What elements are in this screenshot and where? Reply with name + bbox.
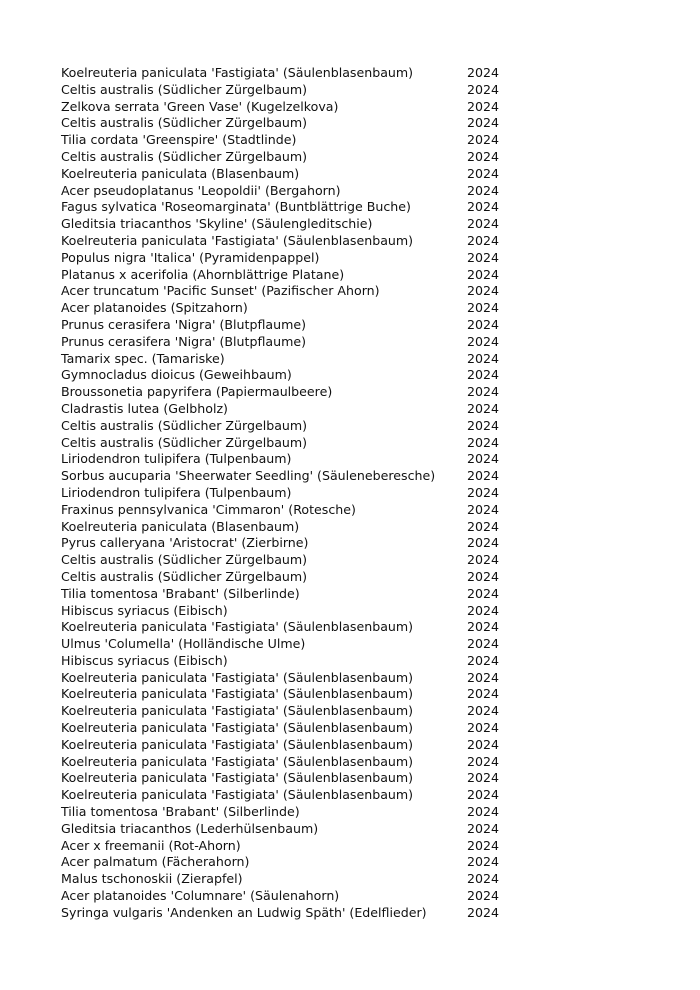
tree-name: Koelreuteria paniculata 'Fastigiata' (Säulenblasenbaum) bbox=[61, 720, 414, 736]
table-row bbox=[61, 384, 511, 401]
planting-year: 2024 bbox=[467, 770, 500, 786]
tree-name: Liriodendron tulipifera (Tulpenbaum) bbox=[61, 484, 292, 500]
tree-name: Acer platanoides 'Columnare' (Säulenahorn) bbox=[61, 888, 340, 904]
planting-year: 2024 bbox=[467, 316, 500, 332]
tree-name: Broussonetia papyrifera (Papiermaulbeere) bbox=[61, 384, 333, 400]
planting-year: 2024 bbox=[467, 602, 500, 618]
tree-name: Acer truncatum 'Pacific Sunset' (Pazifischer Ahorn) bbox=[61, 283, 380, 299]
planting-year: 2024 bbox=[467, 703, 500, 719]
planting-year: 2024 bbox=[467, 300, 500, 316]
table-row bbox=[61, 250, 511, 267]
table-row bbox=[61, 586, 511, 603]
tree-name: Malus tschonoskii (Zierapfel) bbox=[61, 871, 243, 887]
table-row bbox=[61, 334, 511, 351]
tree-name: Populus nigra 'Italica' (Pyramidenpappel) bbox=[61, 249, 320, 265]
planting-year: 2024 bbox=[467, 468, 500, 484]
tree-name: Syringa vulgaris 'Andenken an Ludwig Späth' (Edelflieder) bbox=[61, 904, 427, 920]
table-row bbox=[61, 770, 511, 787]
tree-name: Koelreuteria paniculata (Blasenbaum) bbox=[61, 518, 300, 534]
table-row bbox=[61, 838, 511, 855]
table-row bbox=[61, 754, 511, 771]
planting-year: 2024 bbox=[467, 619, 500, 635]
tree-name: Sorbus aucuparia 'Sheerwater Seedling' (Säuleneberesche) bbox=[61, 468, 436, 484]
planting-year: 2024 bbox=[467, 165, 500, 181]
planting-year: 2024 bbox=[467, 350, 500, 366]
planting-year: 2024 bbox=[467, 451, 500, 467]
planting-year: 2024 bbox=[467, 686, 500, 702]
tree-name: Zelkova serrata 'Green Vase' (Kugelzelkova) bbox=[61, 98, 339, 114]
table-row bbox=[61, 233, 511, 250]
table-row bbox=[61, 367, 511, 384]
tree-name: Koelreuteria paniculata (Blasenbaum) bbox=[61, 165, 300, 181]
planting-year: 2024 bbox=[467, 333, 500, 349]
tree-name: Acer x freemanii (Rot-Ahorn) bbox=[61, 837, 241, 853]
planting-year: 2024 bbox=[467, 501, 500, 517]
table-row bbox=[61, 703, 511, 720]
table-row bbox=[61, 216, 511, 233]
tree-name: Koelreuteria paniculata 'Fastigiata' (Säulenblasenbaum) bbox=[61, 232, 414, 248]
planting-year: 2024 bbox=[467, 367, 500, 383]
tree-name: Koelreuteria paniculata 'Fastigiata' (Säulenblasenbaum) bbox=[61, 619, 414, 635]
planting-year: 2024 bbox=[467, 249, 500, 265]
planting-year: 2024 bbox=[467, 585, 500, 601]
tree-name: Fagus sylvatica 'Roseomarginata' (Buntblättrige Buche) bbox=[61, 199, 411, 215]
planting-year: 2024 bbox=[467, 283, 500, 299]
table-row bbox=[61, 65, 511, 82]
tree-name: Hibiscus syriacus (Eibisch) bbox=[61, 652, 228, 668]
table-row bbox=[61, 552, 511, 569]
tree-name: Acer platanoides (Spitzahorn) bbox=[61, 300, 248, 316]
tree-name: Koelreuteria paniculata 'Fastigiata' (Säulenblasenbaum) bbox=[61, 770, 414, 786]
planting-year: 2024 bbox=[467, 199, 500, 215]
tree-name: Celtis australis (Südlicher Zürgelbaum) bbox=[61, 434, 308, 450]
planting-year: 2024 bbox=[467, 216, 500, 232]
tree-name: Celtis australis (Südlicher Zürgelbaum) bbox=[61, 81, 308, 97]
tree-name: Platanus x acerifolia (Ahornblättrige Platane) bbox=[61, 266, 345, 282]
planting-year: 2024 bbox=[467, 837, 500, 853]
tree-name: Celtis australis (Südlicher Zürgelbaum) bbox=[61, 417, 308, 433]
table-row bbox=[61, 854, 511, 871]
tree-name: Liriodendron tulipifera (Tulpenbaum) bbox=[61, 451, 292, 467]
planting-year: 2024 bbox=[467, 132, 500, 148]
tree-name: Koelreuteria paniculata 'Fastigiata' (Säulenblasenbaum) bbox=[61, 65, 414, 80]
planting-year: 2024 bbox=[467, 736, 500, 752]
tree-name: Tamarix spec. (Tamariske) bbox=[61, 350, 225, 366]
tree-name: Celtis australis (Südlicher Zürgelbaum) bbox=[61, 568, 308, 584]
table-row bbox=[61, 804, 511, 821]
table-row bbox=[61, 502, 511, 519]
planting-year: 2024 bbox=[467, 820, 500, 836]
tree-name: Tilia tomentosa 'Brabant' (Silberlinde) bbox=[61, 804, 300, 820]
tree-name: Celtis australis (Südlicher Zürgelbaum) bbox=[61, 115, 308, 131]
tree-name: Koelreuteria paniculata 'Fastigiata' (Säulenblasenbaum) bbox=[61, 686, 414, 702]
planting-year: 2024 bbox=[467, 552, 500, 568]
table-row bbox=[61, 619, 511, 636]
tree-name: Prunus cerasifera 'Nigra' (Blutpflaume) bbox=[61, 316, 307, 332]
tree-planting-list bbox=[61, 65, 511, 922]
planting-year: 2024 bbox=[467, 568, 500, 584]
tree-name: Koelreuteria paniculata 'Fastigiata' (Säulenblasenbaum) bbox=[61, 787, 414, 803]
table-row bbox=[61, 435, 511, 452]
planting-year: 2024 bbox=[467, 81, 500, 97]
planting-year: 2024 bbox=[467, 888, 500, 904]
table-row bbox=[61, 468, 511, 485]
table-row bbox=[61, 132, 511, 149]
planting-year: 2024 bbox=[467, 636, 500, 652]
planting-year: 2024 bbox=[467, 871, 500, 887]
planting-year: 2024 bbox=[467, 669, 500, 685]
table-row bbox=[61, 720, 511, 737]
planting-year: 2024 bbox=[467, 115, 500, 131]
planting-year: 2024 bbox=[467, 148, 500, 164]
table-row bbox=[61, 418, 511, 435]
table-row bbox=[61, 519, 511, 536]
table-row bbox=[61, 451, 511, 468]
table-row bbox=[61, 300, 511, 317]
tree-name: Koelreuteria paniculata 'Fastigiata' (Säulenblasenbaum) bbox=[61, 736, 414, 752]
planting-year: 2024 bbox=[467, 804, 500, 820]
planting-year: 2024 bbox=[467, 400, 500, 416]
tree-name: Celtis australis (Südlicher Zürgelbaum) bbox=[61, 552, 308, 568]
planting-year: 2024 bbox=[467, 904, 500, 920]
tree-name: Acer palmatum (Fächerahorn) bbox=[61, 854, 250, 870]
table-row bbox=[61, 787, 511, 804]
table-row bbox=[61, 183, 511, 200]
planting-year: 2024 bbox=[467, 854, 500, 870]
table-row bbox=[61, 199, 511, 216]
tree-name: Gymnocladus dioicus (Geweihbaum) bbox=[61, 367, 292, 383]
planting-year: 2024 bbox=[467, 652, 500, 668]
planting-year: 2024 bbox=[467, 787, 500, 803]
table-row bbox=[61, 149, 511, 166]
table-row bbox=[61, 267, 511, 284]
planting-year: 2024 bbox=[467, 98, 500, 114]
table-row bbox=[61, 821, 511, 838]
tree-name: Gleditsia triacanthos 'Skyline' (Säulengleditschie) bbox=[61, 216, 373, 232]
planting-year: 2024 bbox=[467, 484, 500, 500]
planting-year: 2024 bbox=[467, 518, 500, 534]
planting-year: 2024 bbox=[467, 232, 500, 248]
tree-name: Gleditsia triacanthos (Lederhülsenbaum) bbox=[61, 820, 319, 836]
table-row bbox=[61, 535, 511, 552]
table-row bbox=[61, 99, 511, 116]
tree-name: Koelreuteria paniculata 'Fastigiata' (Säulenblasenbaum) bbox=[61, 669, 414, 685]
table-row bbox=[61, 737, 511, 754]
table-row bbox=[61, 351, 511, 368]
table-row bbox=[61, 82, 511, 99]
table-row bbox=[61, 115, 511, 132]
planting-year: 2024 bbox=[467, 266, 500, 282]
tree-name: Hibiscus syriacus (Eibisch) bbox=[61, 602, 228, 618]
tree-name: Pyrus calleryana 'Aristocrat' (Zierbirne) bbox=[61, 535, 309, 551]
table-row bbox=[61, 603, 511, 620]
table-row bbox=[61, 166, 511, 183]
planting-year: 2024 bbox=[467, 434, 500, 450]
table-row bbox=[61, 401, 511, 418]
planting-year: 2024 bbox=[467, 720, 500, 736]
table-row bbox=[61, 485, 511, 502]
table-row bbox=[61, 871, 511, 888]
tree-name: Koelreuteria paniculata 'Fastigiata' (Säulenblasenbaum) bbox=[61, 703, 414, 719]
tree-name: Acer pseudoplatanus 'Leopoldii' (Bergahorn) bbox=[61, 182, 341, 198]
tree-name: Fraxinus pennsylvanica 'Cimmaron' (Rotesche) bbox=[61, 501, 356, 517]
planting-year: 2024 bbox=[467, 535, 500, 551]
tree-name: Ulmus 'Columella' (Holländische Ulme) bbox=[61, 636, 306, 652]
table-row bbox=[61, 653, 511, 670]
planting-year: 2024 bbox=[467, 417, 500, 433]
table-row bbox=[61, 686, 511, 703]
table-row bbox=[61, 888, 511, 905]
table-row bbox=[61, 905, 511, 922]
table-row bbox=[61, 670, 511, 687]
tree-name: Cladrastis lutea (Gelbholz) bbox=[61, 400, 228, 416]
planting-year: 2024 bbox=[467, 65, 500, 80]
table-row bbox=[61, 283, 511, 300]
table-row bbox=[61, 636, 511, 653]
tree-name: Celtis australis (Südlicher Zürgelbaum) bbox=[61, 148, 308, 164]
table-row bbox=[61, 569, 511, 586]
tree-name: Tilia tomentosa 'Brabant' (Silberlinde) bbox=[61, 585, 300, 601]
table-row bbox=[61, 317, 511, 334]
planting-year: 2024 bbox=[467, 182, 500, 198]
planting-year: 2024 bbox=[467, 384, 500, 400]
tree-name: Koelreuteria paniculata 'Fastigiata' (Säulenblasenbaum) bbox=[61, 753, 414, 769]
tree-name: Tilia cordata 'Greenspire' (Stadtlinde) bbox=[61, 132, 297, 148]
planting-year: 2024 bbox=[467, 753, 500, 769]
tree-name: Prunus cerasifera 'Nigra' (Blutpflaume) bbox=[61, 333, 307, 349]
